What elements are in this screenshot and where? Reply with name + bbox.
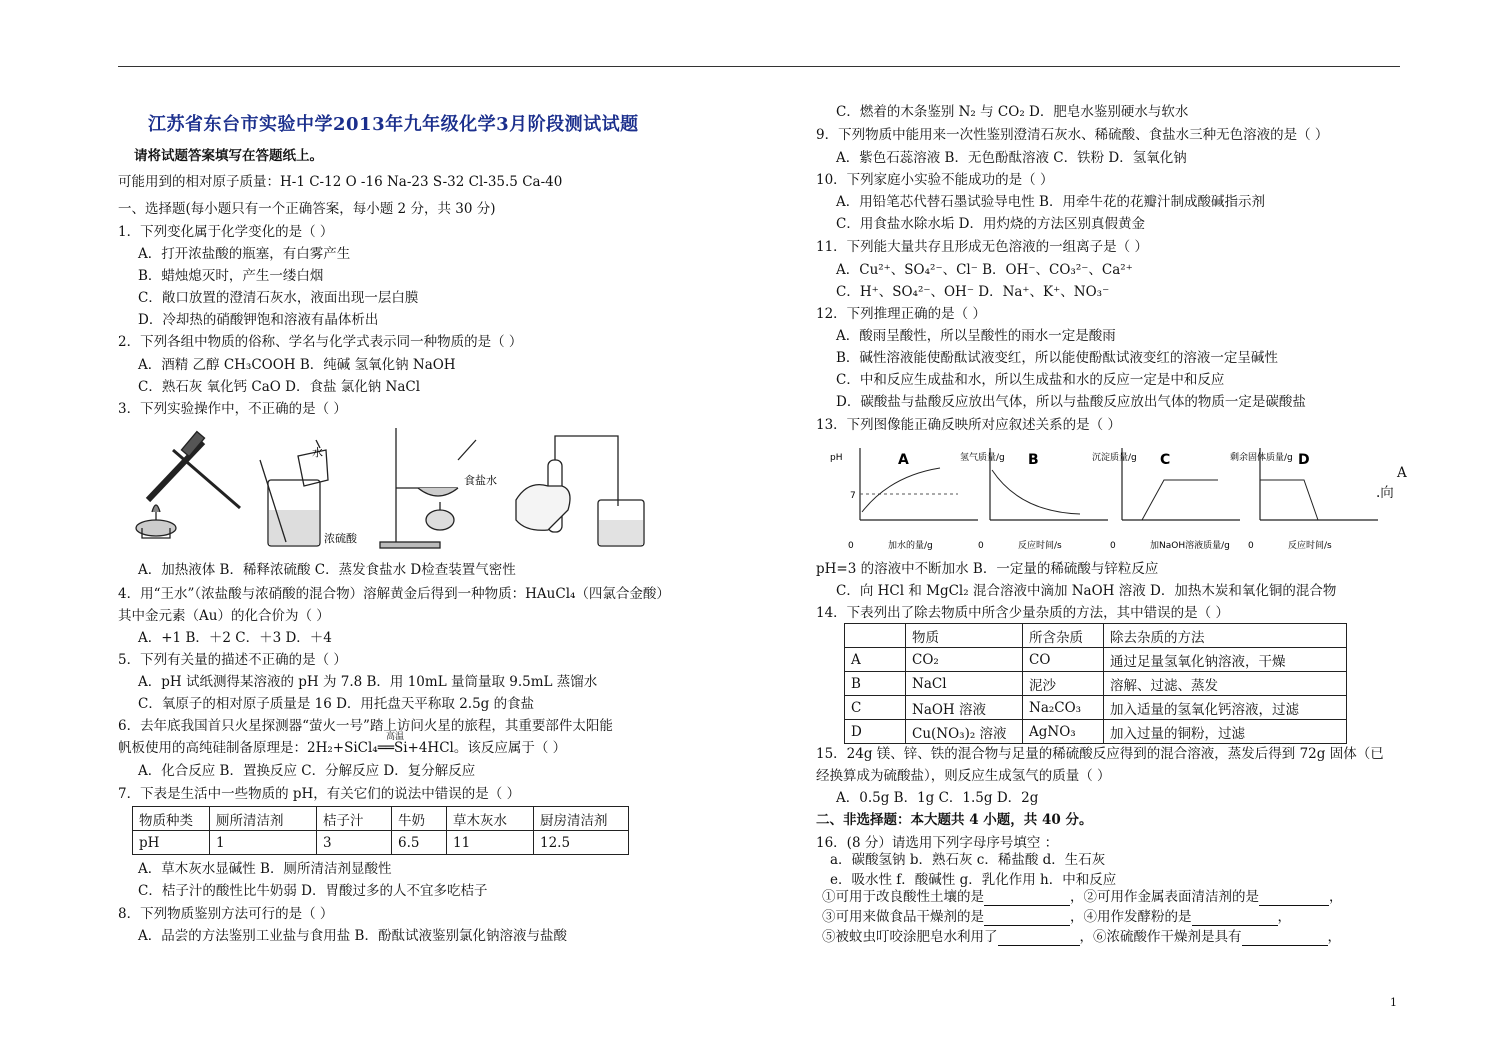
graph-xlabel: 加NaOH溶液质量/g	[1150, 541, 1230, 551]
impurity-cell: CO	[1023, 648, 1104, 672]
left-line: A．化合反应 B．置换反应 C．分解反应 D．复分解反应	[138, 763, 476, 779]
impurity-cell: C	[845, 696, 906, 720]
left-line: D．冷却热的硝酸钾饱和溶液有晶体析出	[138, 312, 379, 328]
right-line: 10．下列家庭小实验不能成功的是（ ）	[816, 172, 1054, 188]
evaporation-figure	[380, 428, 476, 548]
impurity-cell: AgNO₃	[1023, 720, 1104, 744]
impurity-header-cell	[845, 624, 906, 648]
ph-header-cell: 牛奶	[392, 807, 447, 831]
left-line: 2．下列各组中物质的俗称、学名与化学式表示同一种物质的是（ ）	[118, 334, 523, 350]
fill-row	[822, 908, 1291, 926]
right-line: 9．下列物质中能用来一次性鉴别澄清石灰水、稀硫酸、食盐水三种无色溶液的是（ ）	[816, 127, 1329, 143]
ph-value-cell: 12.5	[534, 831, 629, 855]
right-line: 经换算成为硫酸盐），则反应生成氢气的质量（ ）	[816, 768, 1111, 784]
left-line: A．酒精 乙醇 CH₃COOH B．纯碱 氢氧化钠 NaOH	[138, 357, 456, 373]
comma: ，	[1329, 889, 1343, 905]
left-line: 3．下列实验操作中，不正确的是（ ）	[118, 401, 347, 417]
graph-origin: 0	[1110, 541, 1116, 551]
curve	[1142, 480, 1218, 520]
right-line: A．Cu²⁺、SO₄²⁻、Cl⁻ B．OH⁻、CO₃²⁻、Ca²⁺	[836, 262, 1133, 278]
impurity-table	[844, 623, 1347, 744]
right-line: pH=3 的溶液中不断加水 B．一定量的稀硫酸与锌粒反应	[816, 561, 1159, 577]
right-line: A．0.5g B．1g C．1.5g D．2g	[836, 790, 1039, 806]
ph-header-cell: 物质种类	[133, 807, 210, 831]
instruction: 请将试题答案填写在答题纸上。	[134, 148, 323, 164]
answer-blank[interactable]	[1192, 911, 1278, 926]
fill-prompt: ，⑥浓硫酸作干燥剂是具有	[1079, 929, 1242, 945]
graph-xlabel: 反应时间/s	[1018, 541, 1062, 551]
impurity-cell: 加入过量的铜粉，过滤	[1104, 720, 1347, 744]
impurity-cell: Na₂CO₃	[1023, 696, 1104, 720]
left-line: A．+1 B．＋2 C．＋3 D．＋4	[138, 630, 332, 646]
impurity-cell: Cu(NO₃)₂ 溶液	[906, 720, 1023, 744]
ph-value-cell: pH	[133, 831, 210, 855]
right-line: C．H⁺、SO₄²⁻、OH⁻ D．Na⁺、K⁺、NO₃⁻	[836, 284, 1110, 300]
salt-water-label: 食盐水	[464, 474, 497, 487]
graph-ylabel: 氢气质量/g	[960, 453, 1005, 463]
fill-row	[822, 888, 1343, 906]
ph-header-cell: 厕所清洁剂	[210, 807, 317, 831]
curve	[862, 468, 940, 512]
left-line: C．敞口放置的澄清石灰水，液面出现一层白膜	[138, 290, 419, 306]
impurity-cell: D	[845, 720, 906, 744]
ph-header-cell: 草木灰水	[447, 807, 534, 831]
fill-row	[822, 928, 1341, 946]
graph-ylabel: pH	[830, 453, 843, 463]
left-line: 6．去年底我国首只火星探测器“萤火一号”踏上访问火星的旅程，其重要部件太阳能	[118, 718, 613, 734]
impurity-header-cell: 除去杂质的方法	[1104, 624, 1347, 648]
heating-liquid-figure	[136, 432, 240, 538]
right-line: e．吸水性 f．酸碱性 g．乳化作用 h．中和反应	[830, 872, 1117, 888]
section-1-heading: 一、选择题(每小题只有一个正确答案，每小题 2 分，共 30 分)	[118, 201, 496, 217]
page-number: 1	[1390, 996, 1397, 1009]
left-line: A．加热液体 B．稀释浓硫酸 C．蒸发食盐水 D检查装置气密性	[138, 562, 516, 578]
graph-xlabel: 反应时间/s	[1288, 541, 1332, 551]
answer-blank[interactable]	[1259, 891, 1329, 906]
reaction-condition: 高温	[386, 732, 405, 742]
right-line: C．向 HCl 和 MgCl₂ 混合溶液中滴加 NaOH 溶液 D．加热木炭和氧化铜的混合物	[836, 583, 1337, 599]
right-line: A．用铅笔芯代替石墨试验导电性 B．用牵牛花的花瓣汁制成酸碱指示剂	[836, 194, 1265, 210]
answer-blank[interactable]	[998, 931, 1080, 946]
graph-origin: 0	[848, 541, 854, 551]
curve	[1260, 480, 1318, 520]
graph-side-b: .向	[1376, 485, 1394, 501]
answer-blank[interactable]	[1242, 931, 1328, 946]
right-line: 15．24g 镁、锌、铁的混合物与足量的稀硫酸反应得到的混合溶液，蒸发后得到 72g 固体（已	[816, 746, 1384, 762]
left-line: 8．下列物质鉴别方法可行的是（ ）	[118, 906, 334, 922]
ph-value-cell: 11	[447, 831, 534, 855]
right-line: A．酸雨呈酸性，所以呈酸性的雨水一定是酸雨	[836, 328, 1116, 344]
q13-graphs	[830, 440, 1396, 558]
experiment-figures	[128, 420, 658, 555]
left-line: A．打开浓盐酸的瓶塞，有白雾产生	[138, 246, 351, 262]
comma: ，	[1277, 909, 1291, 925]
right-line: D．碳酸盐与盐酸反应放出气体，所以与盐酸反应放出气体的物质一定是碳酸盐	[836, 394, 1306, 410]
left-line: A．品尝的方法鉴别工业盐与食用盐 B．酚酞试液鉴别氯化钠溶液与盐酸	[138, 928, 567, 944]
water-label: 水	[312, 446, 323, 459]
right-line: 12．下列推理正确的是（ ）	[816, 306, 986, 322]
fill-prompt: ⑤被蚊虫叮咬涂肥皂水利用了	[822, 929, 998, 945]
ph-value-cell: 3	[317, 831, 392, 855]
ph-seven-label: 7	[850, 491, 856, 501]
right-line: a．碳酸氢钠 b．熟石灰 c．稀盐酸 d．生石灰	[830, 852, 1106, 868]
left-line: 帆板使用的高纯硅制备原理是：2H₂+SiCl₄══Si+4HCl。该反应属于（ ）	[118, 740, 567, 756]
ph-value-cell: 6.5	[392, 831, 447, 855]
impurity-cell: 泥沙	[1023, 672, 1104, 696]
section-2-heading: 二、非选择题：本大题共 4 小题，共 40 分。	[816, 812, 1093, 828]
curve	[992, 470, 1080, 514]
answer-blank[interactable]	[984, 911, 1070, 926]
graph-letter: D	[1298, 452, 1310, 468]
right-line: C．燃着的木条鉴别 N₂ 与 CO₂ D．肥皂水鉴别硬水与软水	[836, 104, 1189, 120]
fill-prompt: ①可用于改良酸性土壤的是	[822, 889, 984, 905]
right-line: 14．下表列出了除去物质中所含少量杂质的方法，其中错误的是（ ）	[816, 605, 1229, 621]
impurity-cell: 通过足量氢氧化钠溶液，干燥	[1104, 648, 1347, 672]
impurity-cell: NaCl	[906, 672, 1023, 696]
top-rule	[118, 66, 1400, 67]
left-line: A．草木灰水显碱性 B．厕所清洁剂显酸性	[138, 861, 392, 877]
ph-header-cell: 桔子汁	[317, 807, 392, 831]
left-line: C．熟石灰 氧化钙 CaO D．食盐 氯化钠 NaCl	[138, 379, 421, 395]
impurity-header-cell: 物质	[906, 624, 1023, 648]
right-line: C．中和反应生成盐和水，所以生成盐和水的反应一定是中和反应	[836, 372, 1225, 388]
impurity-header-cell: 所含杂质	[1023, 624, 1104, 648]
airtight-figure	[516, 436, 644, 546]
right-line: 13．下列图像能正确反映所对应叙述关系的是（ ）	[816, 417, 1121, 433]
graph-letter: A	[898, 452, 909, 468]
graph-D	[1230, 448, 1378, 551]
left-line: 4．用“王水”（浓盐酸与浓硝酸的混合物）溶解黄金后得到一种物质：HAuCl₄（四氯合金酸）	[118, 586, 670, 602]
left-line: A．pH 试纸测得某溶液的 pH 为 7.8 B．用 10mL 量筒量取 9.5mL 蒸馏水	[138, 674, 598, 690]
ph-value-cell: 1	[210, 831, 317, 855]
graph-letter: B	[1028, 452, 1039, 468]
left-line: 1．下列变化属于化学变化的是（ ）	[118, 224, 334, 240]
graph-B	[960, 448, 1108, 551]
comma: ，	[1327, 929, 1341, 945]
answer-blank[interactable]	[984, 891, 1070, 906]
graph-ylabel: 沉淀质量/g	[1092, 453, 1137, 463]
graph-ylabel: 剩余固体质量/g	[1230, 453, 1293, 463]
graph-letter: C	[1160, 452, 1171, 468]
left-line: C．桔子汁的酸性比牛奶弱 D．胃酸过多的人不宜多吃桔子	[138, 883, 488, 899]
fill-prompt: ，②可用作金属表面清洁剂的是	[1070, 889, 1259, 905]
right-line: A．紫色石蕊溶液 B．无色酚酞溶液 C．铁粉 D．氢氧化钠	[836, 150, 1187, 166]
right-line: 11．下列能大量共存且形成无色溶液的一组离子是（ ）	[816, 239, 1148, 255]
impurity-cell: 溶解、过滤、蒸发	[1104, 672, 1347, 696]
right-line: B．碱性溶液能使酚酞试液变红，所以能使酚酞试液变红的溶液一定呈碱性	[836, 350, 1278, 366]
acid-label: 浓硫酸	[324, 532, 357, 545]
left-line: 7．下表是生活中一些物质的 pH，有关它们的说法中错误的是（ ）	[118, 786, 521, 802]
graph-xlabel: 加水的量/g	[888, 541, 933, 551]
impurity-cell: B	[845, 672, 906, 696]
fill-prompt: ③可用来做食品干燥剂的是	[822, 909, 984, 925]
fill-prompt: ，④用作发酵粉的是	[1070, 909, 1192, 925]
ph-table	[132, 806, 629, 855]
graph-A	[830, 448, 978, 551]
atomic-masses: 可能用到的相对原子质量：H-1 C-12 O -16 Na-23 S-32 Cl-35.5 Ca-40	[118, 174, 563, 190]
left-line: 5．下列有关量的描述不正确的是（ ）	[118, 652, 347, 668]
graph-origin: 0	[978, 541, 984, 551]
left-line: 其中金元素（Au）的化合价为（ ）	[118, 608, 330, 624]
graph-C	[1092, 448, 1240, 551]
impurity-cell: NaOH 溶液	[906, 696, 1023, 720]
ph-header-cell: 厨房清洁剂	[534, 807, 629, 831]
impurity-cell: A	[845, 648, 906, 672]
right-line: C．用食盐水除水垢 D．用灼烧的方法区别真假黄金	[836, 216, 1145, 232]
page-title: 江苏省东台市实验中学2013年九年级化学3月阶段测试试题	[148, 114, 639, 135]
left-line: B．蜡烛熄灭时，产生一缕白烟	[138, 268, 324, 284]
impurity-cell: 加入适量的氢氧化钙溶液，过滤	[1104, 696, 1347, 720]
right-line: 16．(8 分）请选用下列字母序号填空 ：	[816, 835, 1059, 851]
graph-origin: 0	[1248, 541, 1254, 551]
graph-side-a: A	[1397, 465, 1407, 481]
left-line: C．氧原子的相对原子质量是 16 D．用托盘天平称取 2.5g 的食盐	[138, 696, 535, 712]
impurity-cell: CO₂	[906, 648, 1023, 672]
